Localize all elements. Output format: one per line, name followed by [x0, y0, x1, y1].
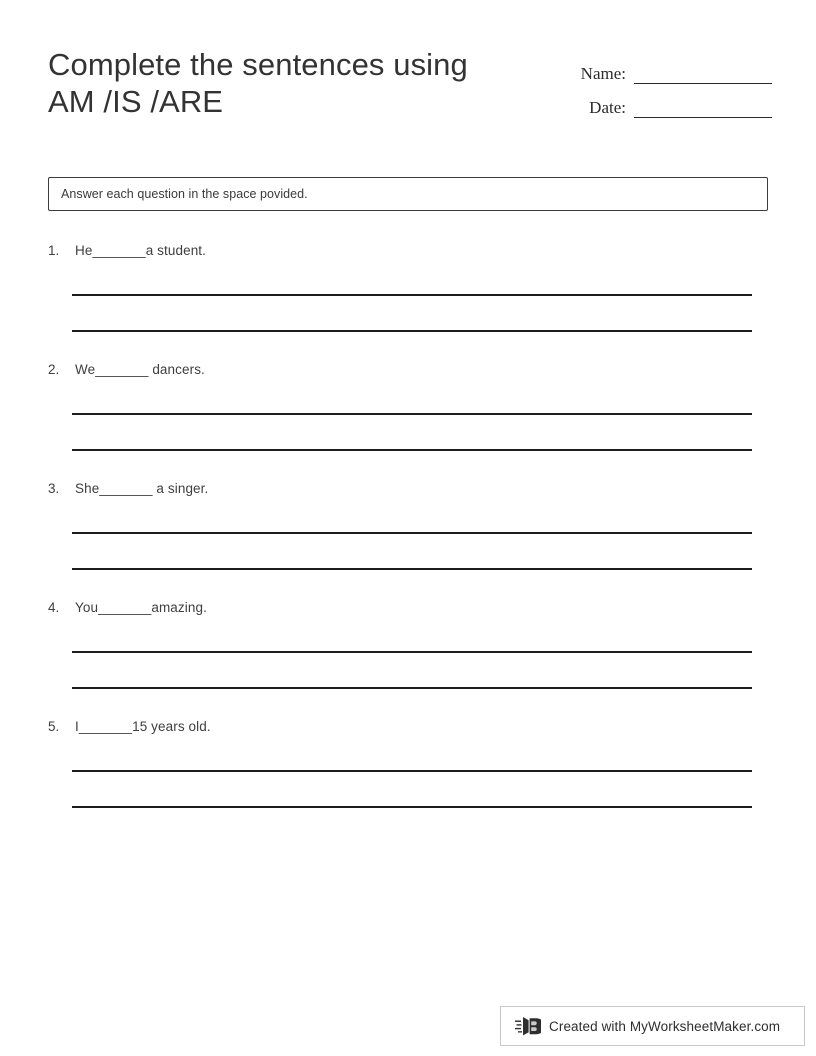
worksheet-header [0, 0, 816, 160]
question-text: We_______ dancers. [75, 362, 205, 377]
question-item [0, 359, 816, 478]
created-with-badge[interactable] [500, 1006, 805, 1046]
question-text: She_______ a singer. [75, 481, 209, 496]
answer-line[interactable] [72, 294, 752, 296]
page-title [48, 46, 548, 120]
date-input-line[interactable] [634, 97, 772, 118]
question-number: 4. [48, 600, 60, 615]
date-row [560, 84, 772, 118]
question-number: 1. [48, 243, 60, 258]
question-row [48, 481, 208, 496]
question-number: 5. [48, 719, 60, 734]
question-row [48, 600, 207, 615]
question-row [48, 719, 211, 734]
question-text: You_______amazing. [75, 600, 207, 615]
name-row [560, 50, 772, 84]
worksheet-maker-logo-icon [515, 1014, 541, 1038]
question-row [48, 243, 206, 258]
answer-line[interactable] [72, 687, 752, 689]
question-text: I_______15 years old. [75, 719, 211, 734]
question-row [48, 362, 205, 377]
date-label: Date: [589, 98, 626, 117]
created-with-badge-text: Created with MyWorksheetMaker.com [549, 1018, 781, 1034]
answer-line[interactable] [72, 532, 752, 534]
name-date-group [560, 50, 772, 118]
answer-line[interactable] [72, 651, 752, 653]
instruction-box [48, 177, 768, 211]
page-title-line-1: Complete the sentences using [48, 47, 468, 82]
answer-line[interactable] [72, 568, 752, 570]
answer-line[interactable] [72, 449, 752, 451]
answer-line[interactable] [72, 770, 752, 772]
question-item [0, 478, 816, 597]
answer-line[interactable] [72, 413, 752, 415]
question-item [0, 597, 816, 716]
question-item [0, 240, 816, 359]
question-item [0, 716, 816, 835]
answer-line[interactable] [72, 330, 752, 332]
question-number: 2. [48, 362, 60, 377]
name-input-line[interactable] [634, 63, 772, 84]
name-label: Name: [580, 64, 626, 83]
instruction-text: Answer each question in the space povided. [61, 187, 308, 201]
answer-line[interactable] [72, 806, 752, 808]
question-text: He_______a student. [75, 243, 207, 258]
page-title-line-2: AM /IS /ARE [48, 84, 224, 119]
question-number: 3. [48, 481, 60, 496]
question-list [0, 240, 816, 835]
